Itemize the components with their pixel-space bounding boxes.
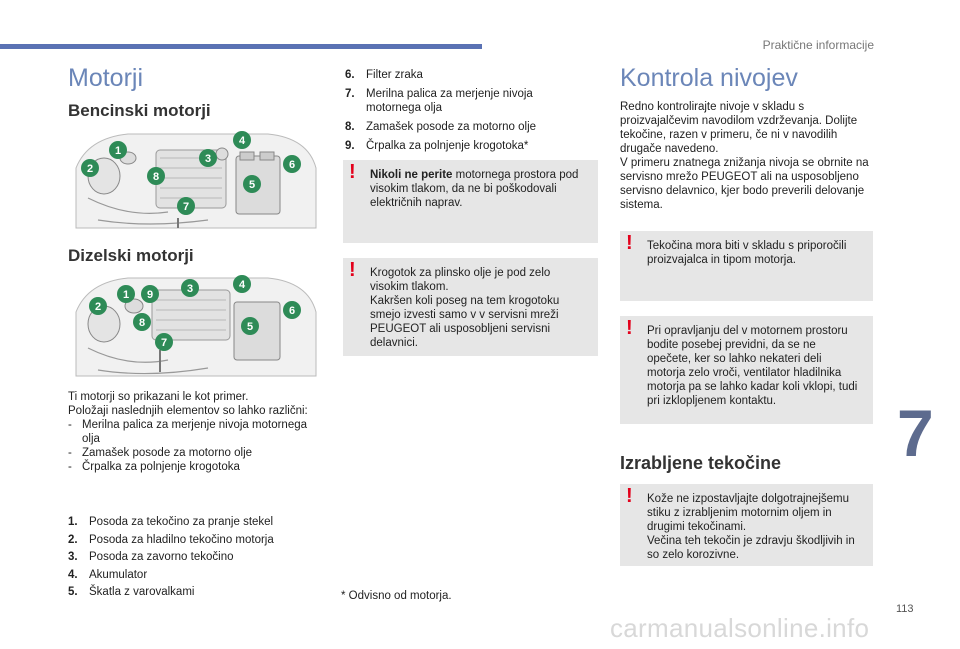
list-item: 8. Zamašek posode za motorno olje [345, 121, 537, 133]
warning-box-fluids [620, 231, 873, 301]
diesel-engine-diagram [68, 272, 322, 382]
warning-text-1: Krogotok za plinsko olje je pod zelo visokim tlakom. [370, 267, 551, 293]
warning-icon: ! [349, 161, 356, 183]
petrol-heading: Bencinski motorji [68, 101, 211, 120]
warning-text: Pri opravljanju del v motornem prostoru bodite posebej previdni, da se ne opečete, ker so lahko nekateri deli motorja zelo vroči, ventilator hladilnika motorja pa se lahko kadar koli vklopi, tudi pri izklopljenem kontaktu. [647, 325, 858, 407]
page-number: 113 [896, 603, 914, 615]
callout-1: 1 [122, 289, 130, 301]
callout-5: 5 [248, 179, 256, 191]
component-list-left [68, 515, 326, 599]
list-item: 5. Škatla z varovalkami [68, 586, 195, 598]
callout-9: 9 [146, 289, 154, 301]
warning-text: Tekočina mora biti v skladu s priporočili proizvajalca in tipom motorja. [647, 240, 847, 266]
list-item: 2. Posoda za hladilno tekočino motorja [68, 533, 274, 546]
intro-line-2: Položaji naslednjih elementov so lahko različni: [68, 405, 308, 417]
list-item: 3. Posoda za zavorno tekočino [68, 551, 234, 563]
list-item: 7. Merilna palica za merjenje nivoja motornega olja [345, 88, 533, 114]
section-title: Praktične informacije [762, 38, 874, 52]
engine-intro [68, 390, 326, 474]
warning-icon: ! [626, 317, 633, 339]
levels-paragraph-2: V primeru znatnega znižanja nivoja se obrnite na servisno mrežo PEUGEOT ali na usposobljeno servisno delavnico, kjer bodo preverili delovanje sistema. [620, 157, 869, 211]
list-item: 6. Filter zraka [345, 69, 423, 81]
header-accent-bar [0, 44, 482, 49]
list-item: 9. Črpalka za polnjenje krogotoka* [345, 140, 529, 152]
petrol-engine-diagram [68, 128, 322, 236]
callout-1: 1 [114, 145, 122, 157]
warning-text-1: Kože ne izpostavljajte dolgotrajnejšemu stiku z izrabljenim motornim oljem in drugimi tekočinami. [647, 493, 850, 533]
callout-8: 8 [138, 317, 146, 329]
callout-7: 7 [160, 337, 168, 349]
petrol-engine-illustration [68, 128, 322, 236]
warning-box-hot-engine [620, 316, 873, 424]
list-item: 4. Akumulator [68, 568, 148, 581]
callout-8: 8 [152, 171, 160, 183]
variable-elements-list [68, 418, 326, 474]
diesel-engine-illustration [68, 272, 322, 382]
footnote: * Odvisno od motorja. [341, 590, 452, 602]
warning-box-used-fluids [620, 484, 873, 566]
warning-text-2: Kakršen koli poseg na tem krogotoku smejo izvesti samo v v servisni mreži PEUGEOT ali usposobljeni servisni delavnici. [370, 295, 560, 349]
levels-intro [620, 100, 870, 212]
warning-text-2: Večina teh tekočin je zdravju škodljivih in so zelo korozivne. [647, 535, 855, 561]
component-list-middle [345, 68, 560, 153]
callout-4: 4 [238, 135, 246, 147]
list-item: - Merilna palica za merjenje nivoja motornega olja [68, 418, 326, 446]
warning-icon: ! [349, 259, 356, 281]
warning-icon: ! [626, 232, 633, 254]
watermark: carmanualsonline.info [610, 613, 870, 643]
callout-7: 7 [182, 201, 190, 213]
levels-title: Kontrola nivojev [620, 64, 798, 92]
callout-6: 6 [288, 159, 296, 171]
warning-box-diesel [343, 258, 598, 356]
warning-bold-text: Nikoli ne perite [370, 169, 453, 181]
used-fluids-heading: Izrabljene tekočine [620, 453, 782, 473]
callout-5: 5 [246, 321, 254, 333]
list-item: 1. Posoda za tekočino za pranje stekel [68, 516, 274, 528]
warning-icon: ! [626, 485, 633, 507]
warning-text: motornega prostora pod visokim tlakom, da ne bi poškodovali električnih naprav. [370, 169, 579, 209]
callout-2: 2 [86, 163, 94, 175]
callout-2: 2 [94, 301, 102, 313]
list-item: - Črpalka za polnjenje krogotoka [68, 460, 326, 474]
page-title: Motorji [68, 64, 144, 92]
diesel-heading: Dizelski motorji [68, 246, 194, 265]
list-item: - Zamašek posode za motorno olje [68, 446, 326, 460]
callout-4: 4 [238, 279, 246, 291]
callout-3: 3 [204, 153, 212, 165]
intro-line-1: Ti motorji so prikazani le kot primer. [68, 391, 249, 403]
warning-box-washing [343, 160, 598, 243]
chapter-number: 7 [897, 396, 934, 470]
callout-6: 6 [288, 305, 296, 317]
levels-paragraph-1: Redno kontrolirajte nivoje v skladu s proizvajalčevim navodilom vzdrževanja. Dolijte tekočine, razen v primeru, če ni v navodilih drugače navedeno. [620, 101, 858, 155]
callout-3: 3 [186, 283, 194, 295]
